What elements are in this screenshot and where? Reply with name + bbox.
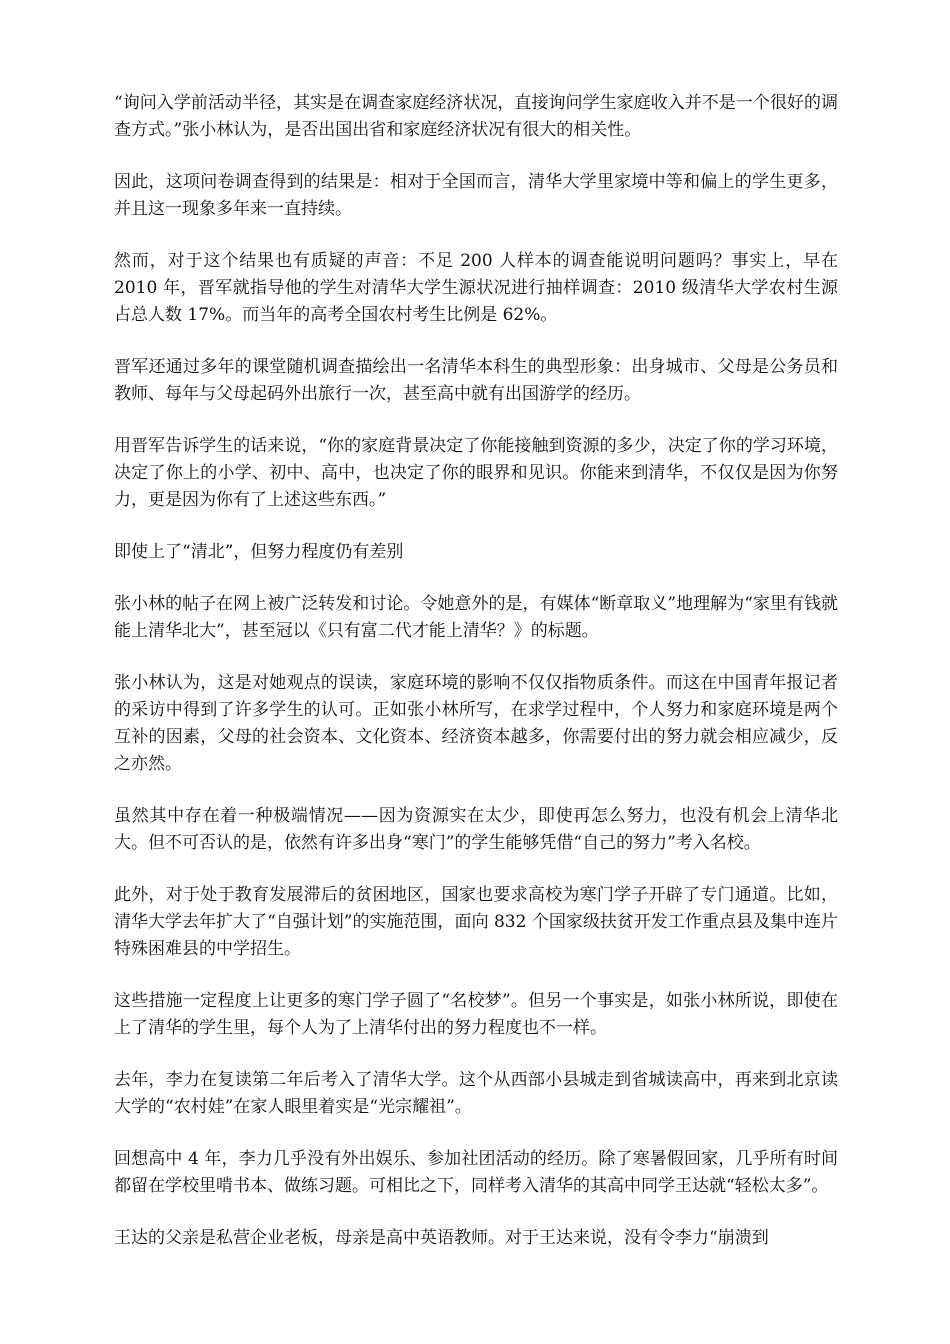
section-heading: 即使上了“清北”，但努力程度仍有差别	[114, 542, 404, 562]
paragraph-13: 回想高中 4 年，李力几乎没有外出娱乐、参加社团活动的经历。除了寒暑假回家，几乎所有时间都留在学校里啃书本、做练习题。可相比之下，同样考入清华的其高中同学王达就“轻松太多”。	[114, 1149, 838, 1196]
paragraph-12: 去年，李力在复读第二年后考入了清华大学。这个从西部小县城走到省城读高中，再来到北京读大学的“农村娃”在家人眼里着实是“光宗耀祖”。	[114, 1070, 838, 1117]
paragraph-11: 这些措施一定程度上让更多的寒门学子圆了“名校梦”。但另一个事实是，如张小林所说，即使在上了清华的学生里，每个人为了上清华付出的努力程度也不一样。	[114, 991, 838, 1038]
paragraph-4: 晋军还通过多年的课堂随机调查描绘出一名清华本科生的典型形象：出身城市、父母是公务员和教师、每年与父母起码外出旅行一次，甚至高中就有出国游学的经历。	[114, 357, 838, 404]
paragraph-1: “询问入学前活动半径，其实是在调查家庭经济状况，直接询问学生家庭收入并不是一个很好的调查方式。”张小林认为，是否出国出省和家庭经济状况有很大的相关性。	[114, 93, 838, 140]
paragraph-10: 此外，对于处于教育发展滞后的贫困地区，国家也要求高校为寒门学子开辟了专门通道。比如，清华大学去年扩大了“自强计划”的实施范围，面向 832 个国家级扶贫开发工作重点县及集中连片特殊困难县的中学招生。	[114, 885, 838, 959]
paragraph-3: 然而，对于这个结果也有质疑的声音：不足 200 人样本的调查能说明问题吗？事实上，早在 2010 年，晋军就指导他的学生对清华大学生源状况进行抽样调查：2010 级清华大学农村生源占总人数 17%。而当年的高考全国农村考生比例是 62%。	[114, 251, 838, 325]
document-page	[114, 90, 838, 1277]
paragraph-14: 王达的父亲是私营企业老板，母亲是高中英语教师。对于王达来说，没有令李力“崩溃到	[114, 1228, 769, 1248]
paragraph-5: 用晋军告诉学生的话来说，“你的家庭背景决定了你能接触到资源的多少，决定了你的学习环境，决定了你上的小学、初中、高中，也决定了你的眼界和见识。你能来到清华，不仅仅是因为你努力，更是因为你有了上述这些东西。”	[114, 436, 838, 510]
paragraph-2: 因此，这项问卷调查得到的结果是：相对于全国而言，清华大学里家境中等和偏上的学生更多，并且这一现象多年来一直持续。	[114, 172, 838, 219]
paragraph-8: 张小林认为，这是对她观点的误读，家庭环境的影响不仅仅指物质条件。而这在中国青年报记者的采访中得到了许多学生的认可。正如张小林所写，在求学过程中，个人努力和家庭环境是两个互补的因素，父母的社会资本、文化资本、经济资本越多，你需要付出的努力就会相应减少，反之亦然。	[114, 673, 838, 774]
paragraph-9: 虽然其中存在着一种极端情况——因为资源实在太少，即使再怎么努力，也没有机会上清华北大。但不可否认的是，依然有许多出身“寒门”的学生能够凭借“自己的努力”考入名校。	[114, 806, 838, 853]
paragraph-7: 张小林的帖子在网上被广泛转发和讨论。令她意外的是，有媒体“断章取义”地理解为“家里有钱就能上清华北大”，甚至冠以《只有富二代才能上清华？》的标题。	[114, 594, 838, 641]
